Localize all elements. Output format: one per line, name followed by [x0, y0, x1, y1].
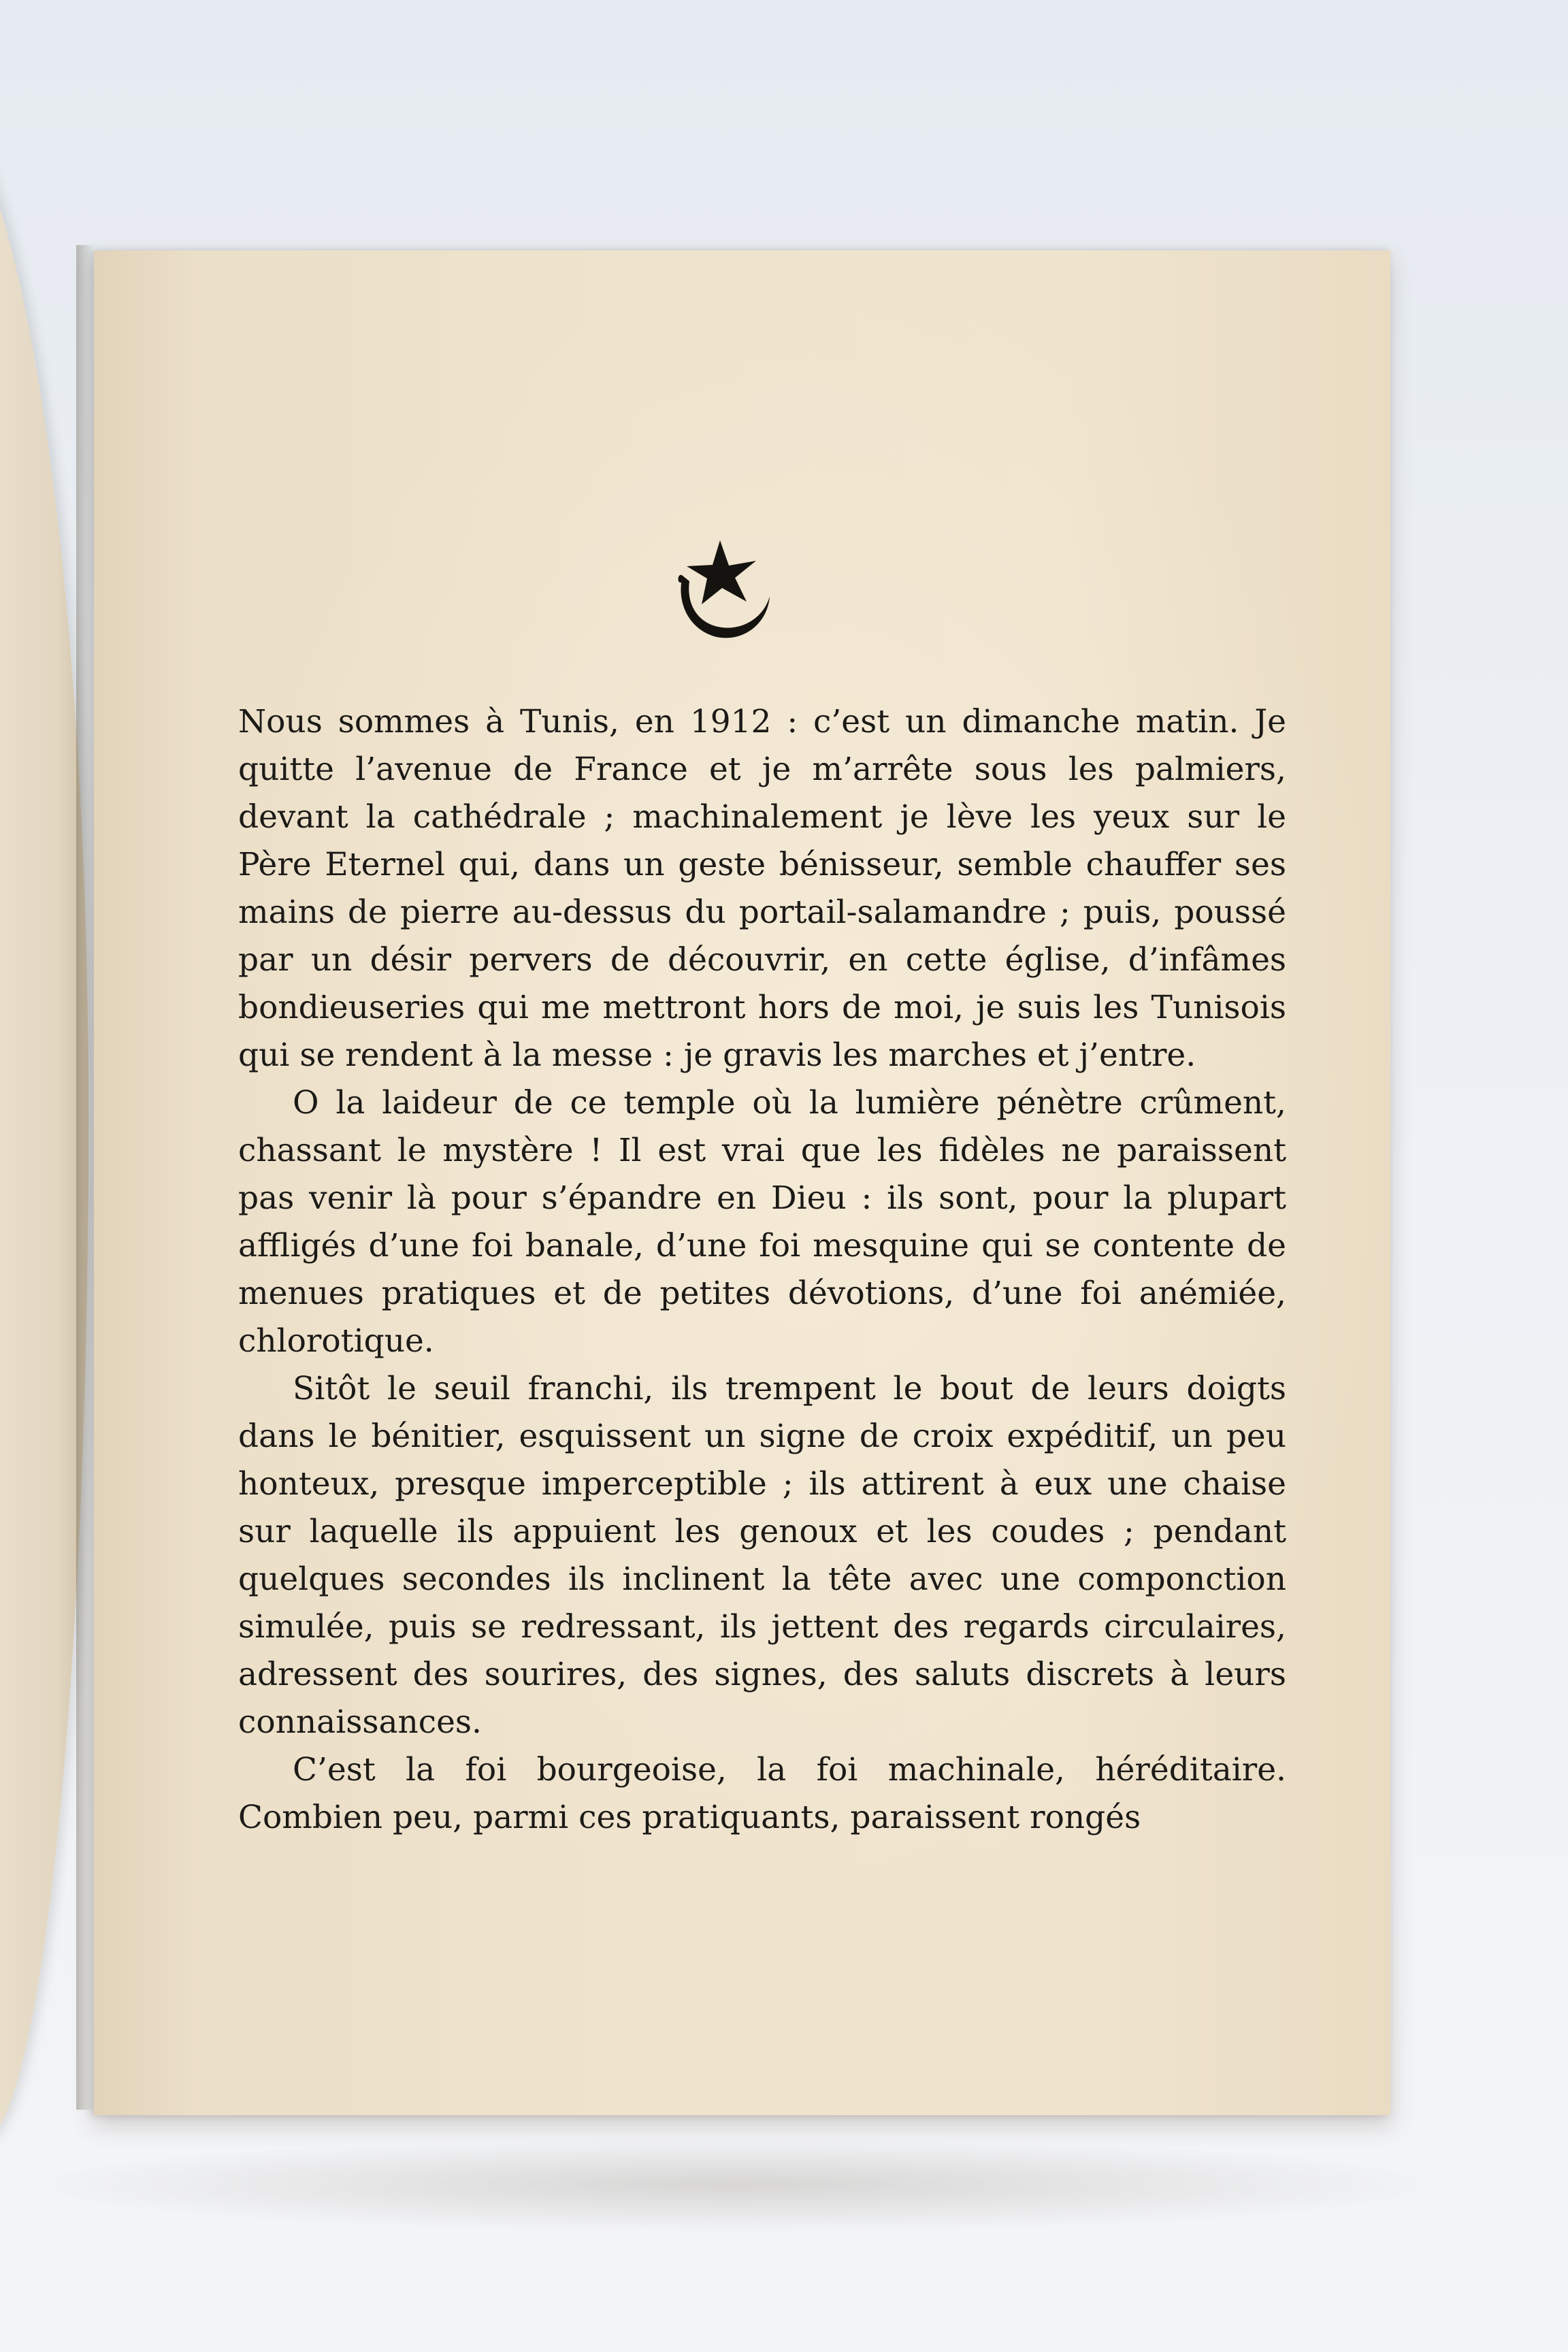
book-gutter	[76, 245, 94, 2110]
table-shadow	[27, 2137, 1443, 2232]
paragraph-2: O la laideur de ce temple où la lumière pénètre crûment, chassant le mystère ! Il est vrai que les fidèles ne paraissent pas venir là pour s’épandre en Dieu : ils sont, pour la plupart affligés d’une foi banale, d’une foi mesquine qui se contente de menues pratiques et de petites dévotions, d’une foi anémiée, chlorotique.	[238, 1084, 1286, 1360]
book-page	[94, 250, 1390, 2115]
paragraph-4: C’est la foi bourgeoise, la foi machinale, héréditaire. Combien peu, parmi ces pratiquants, paraissent rongés	[238, 1751, 1286, 1836]
star-and-crescent-icon	[662, 528, 778, 651]
facing-page-curl	[0, 95, 88, 2144]
body-text	[238, 698, 1286, 1842]
paragraph-3: Sitôt le seuil franchi, ils trempent le bout de leurs doigts dans le bénitier, esquissent un signe de croix expéditif, un peu honteux, presque imperceptible ; ils attirent à eux une chaise sur laquelle ils appuient les genoux et les coudes ; pendant quelques secondes ils inclinent la tête avec une componction simulée, puis se redressant, ils jettent des regards circulaires, adressent des sourires, des signes, des saluts discrets à leurs connaissances.	[238, 1370, 1286, 1741]
paragraph-1: Nous sommes à Tunis, en 1912 : c’est un dimanche matin. Je quitte l’avenue de France et je m’arrête sous les palmiers, devant la cathédrale ; machinalement je lève les yeux sur le Père Eternel qui, dans un geste bénisseur, semble chauffer ses mains de pierre au-dessus du portail-salamandre ; puis, poussé par un désir pervers de découvrir, en cette église, d’infâmes bondieuseries qui me mettront hors de moi, je suis les Tunisois qui se rendent à la messe : je gravis les marches et j’entre.	[238, 703, 1286, 1074]
